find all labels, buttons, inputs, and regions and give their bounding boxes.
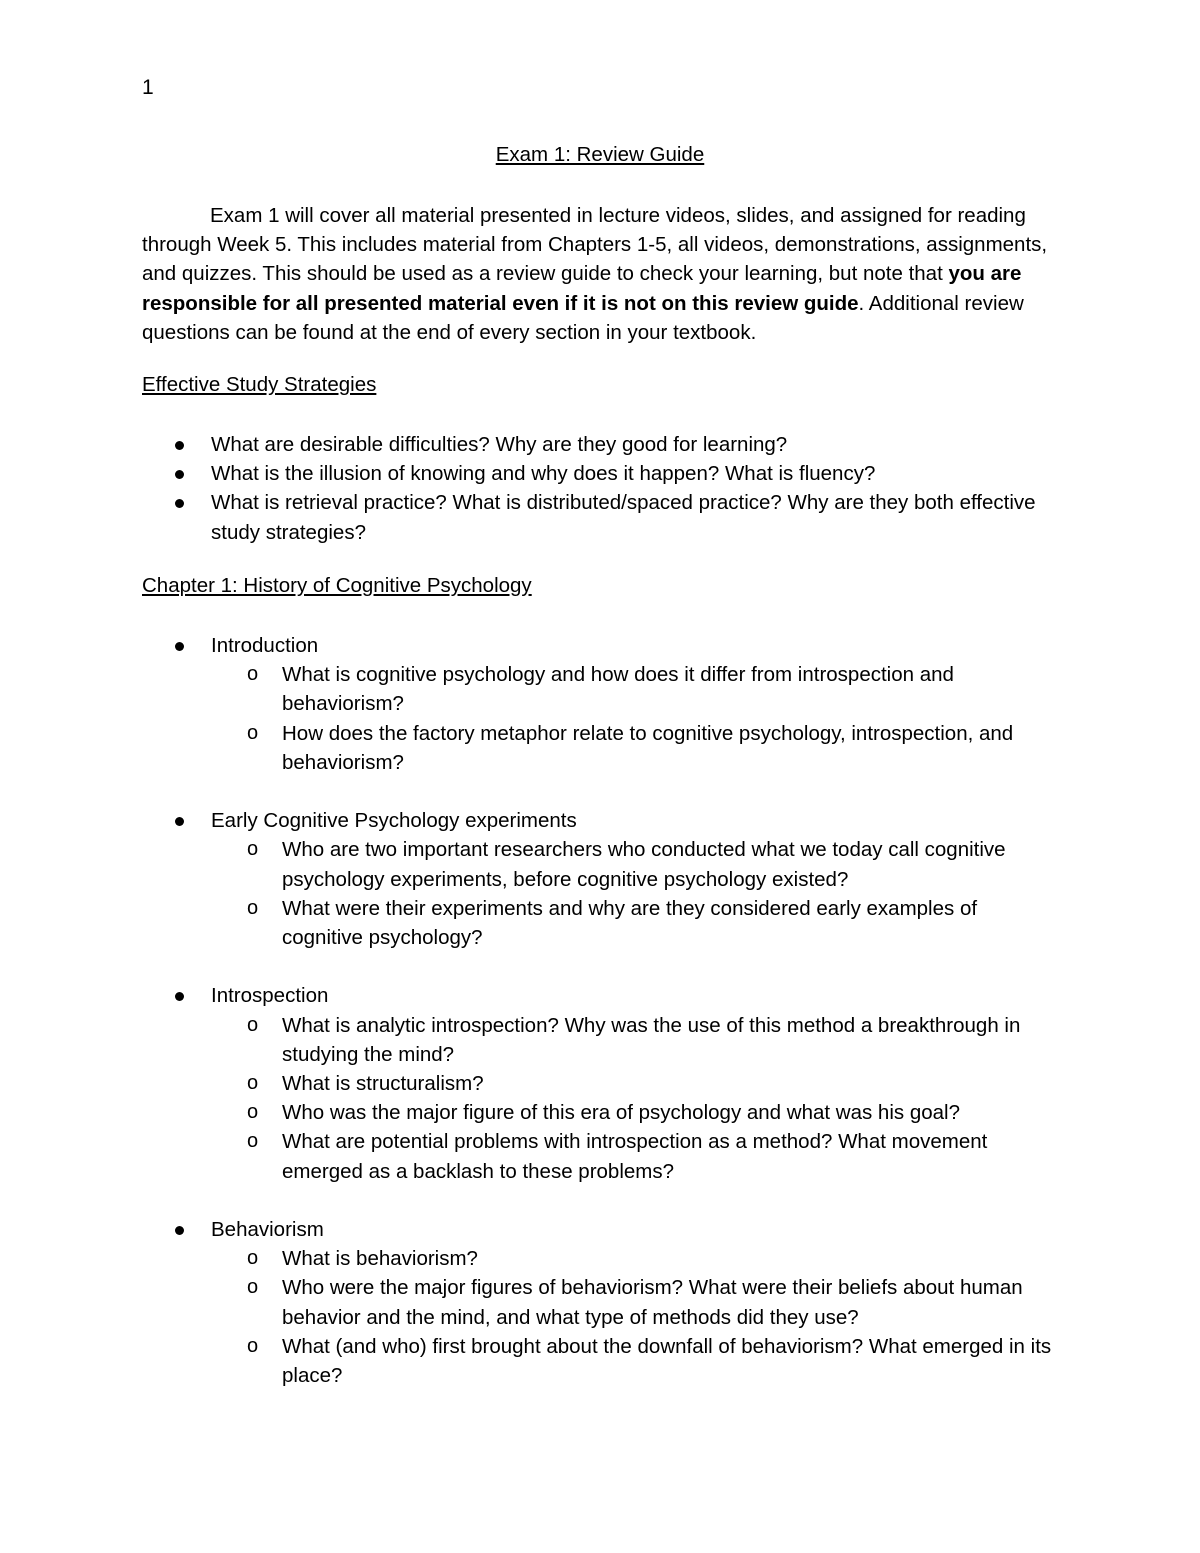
sub-item	[211, 1127, 1062, 1185]
list-item-text: What is the illusion of knowing and why does it happen? What is fluency?	[211, 462, 876, 486]
circle-bullet-icon: o	[247, 1072, 259, 1095]
bullet-icon	[175, 441, 184, 450]
circle-bullet-icon: o	[247, 1013, 259, 1036]
sub-item	[211, 660, 1062, 718]
sub-item-text: What is structuralism?	[282, 1072, 484, 1096]
sub-item-text: Who were the major figures of behaviorism? What were their beliefs about human behavior and the mind, and what type of methods did they use?	[282, 1276, 1023, 1329]
circle-bullet-icon: o	[247, 1247, 259, 1270]
list-item	[142, 430, 1062, 459]
intro-text-1: Exam 1 will cover all material presented in lecture videos, slides, and assigned for reading through Week 5. This includes material from Chapters 1-5, all videos, demonstrations, assignments, and quizzes. This should be used as a review guide to check your learning, but note that	[142, 204, 1048, 286]
sub-item	[211, 1011, 1062, 1069]
sub-list	[211, 1244, 1062, 1390]
sub-list	[211, 660, 1062, 777]
sub-list	[211, 835, 1062, 952]
topic-item	[142, 981, 1062, 1185]
bullet-icon	[175, 1226, 184, 1235]
sub-item	[211, 835, 1062, 893]
bullet-icon	[175, 992, 184, 1001]
sub-item	[211, 1244, 1062, 1273]
topic-label: Introspection	[211, 984, 329, 1008]
topic-item	[142, 1215, 1062, 1390]
circle-bullet-icon: o	[247, 1276, 259, 1299]
intro-bold-notice: you are responsible for all presented material even if it is not on this review guide	[142, 262, 1022, 315]
sub-item-text: What is behaviorism?	[282, 1247, 478, 1271]
circle-bullet-icon: o	[247, 1101, 259, 1124]
sub-item	[211, 719, 1062, 777]
circle-bullet-icon: o	[247, 838, 259, 861]
study-list	[142, 430, 1062, 547]
page-number: 1	[142, 76, 154, 99]
chapter1-list	[142, 631, 1062, 1390]
sub-item-text: What is cognitive psychology and how does it differ from introspection and behaviorism?	[282, 663, 954, 716]
bullet-icon	[175, 499, 184, 508]
sub-list	[211, 1011, 1062, 1186]
sub-item-text: Who are two important researchers who conducted what we today call cognitive psychology experiments, before cognitive psychology existed?	[282, 838, 1006, 891]
topic-item	[142, 806, 1062, 952]
sub-item	[211, 1332, 1062, 1390]
topic-item	[142, 631, 1062, 777]
sub-item	[211, 1069, 1062, 1098]
circle-bullet-icon: o	[247, 1130, 259, 1153]
section-heading-chapter1: Chapter 1: History of Cognitive Psychology	[142, 574, 532, 597]
bullet-icon	[175, 470, 184, 479]
sub-item-text: How does the factory metaphor relate to cognitive psychology, introspection, and behaviorism?	[282, 721, 1014, 774]
topic-label: Behaviorism	[211, 1218, 324, 1242]
topic-label: Introduction	[211, 634, 319, 657]
circle-bullet-icon: o	[247, 663, 259, 686]
sub-item-text: What is analytic introspection? Why was the use of this method a breakthrough in studying the mind?	[282, 1013, 1021, 1066]
section-heading-study: Effective Study Strategies	[142, 373, 377, 396]
list-item-text: What are desirable difficulties? Why are they good for learning?	[211, 433, 788, 456]
document-title: Exam 1: Review Guide	[495, 143, 705, 166]
sub-item-text: What are potential problems with introspection as a method? What movement emerged as a backlash to these problems?	[282, 1130, 988, 1183]
sub-item	[211, 894, 1062, 952]
circle-bullet-icon: o	[247, 896, 259, 919]
intro-paragraph	[142, 201, 1062, 347]
sub-item-text: What were their experiments and why are they considered early examples of cognitive psychology?	[282, 896, 978, 950]
sub-item	[211, 1098, 1062, 1127]
bullet-icon	[175, 817, 184, 826]
list-item	[142, 459, 1062, 488]
sub-item	[211, 1273, 1062, 1331]
bullet-icon	[175, 642, 184, 651]
circle-bullet-icon: o	[247, 721, 259, 744]
circle-bullet-icon: o	[247, 1334, 259, 1357]
topic-label: Early Cognitive Psychology experiments	[211, 809, 577, 833]
list-item	[142, 488, 1062, 546]
sub-item-text: Who was the major figure of this era of psychology and what was his goal?	[282, 1101, 960, 1125]
list-item-text: What is retrieval practice? What is distributed/spaced practice? Why are they both effective study strategies?	[211, 491, 1036, 544]
sub-item-text: What (and who) first brought about the downfall of behaviorism? What emerged in its place?	[282, 1334, 1052, 1388]
intro-text-2: . Additional review questions can be found at the end of every section in your textbook.	[142, 291, 1024, 344]
